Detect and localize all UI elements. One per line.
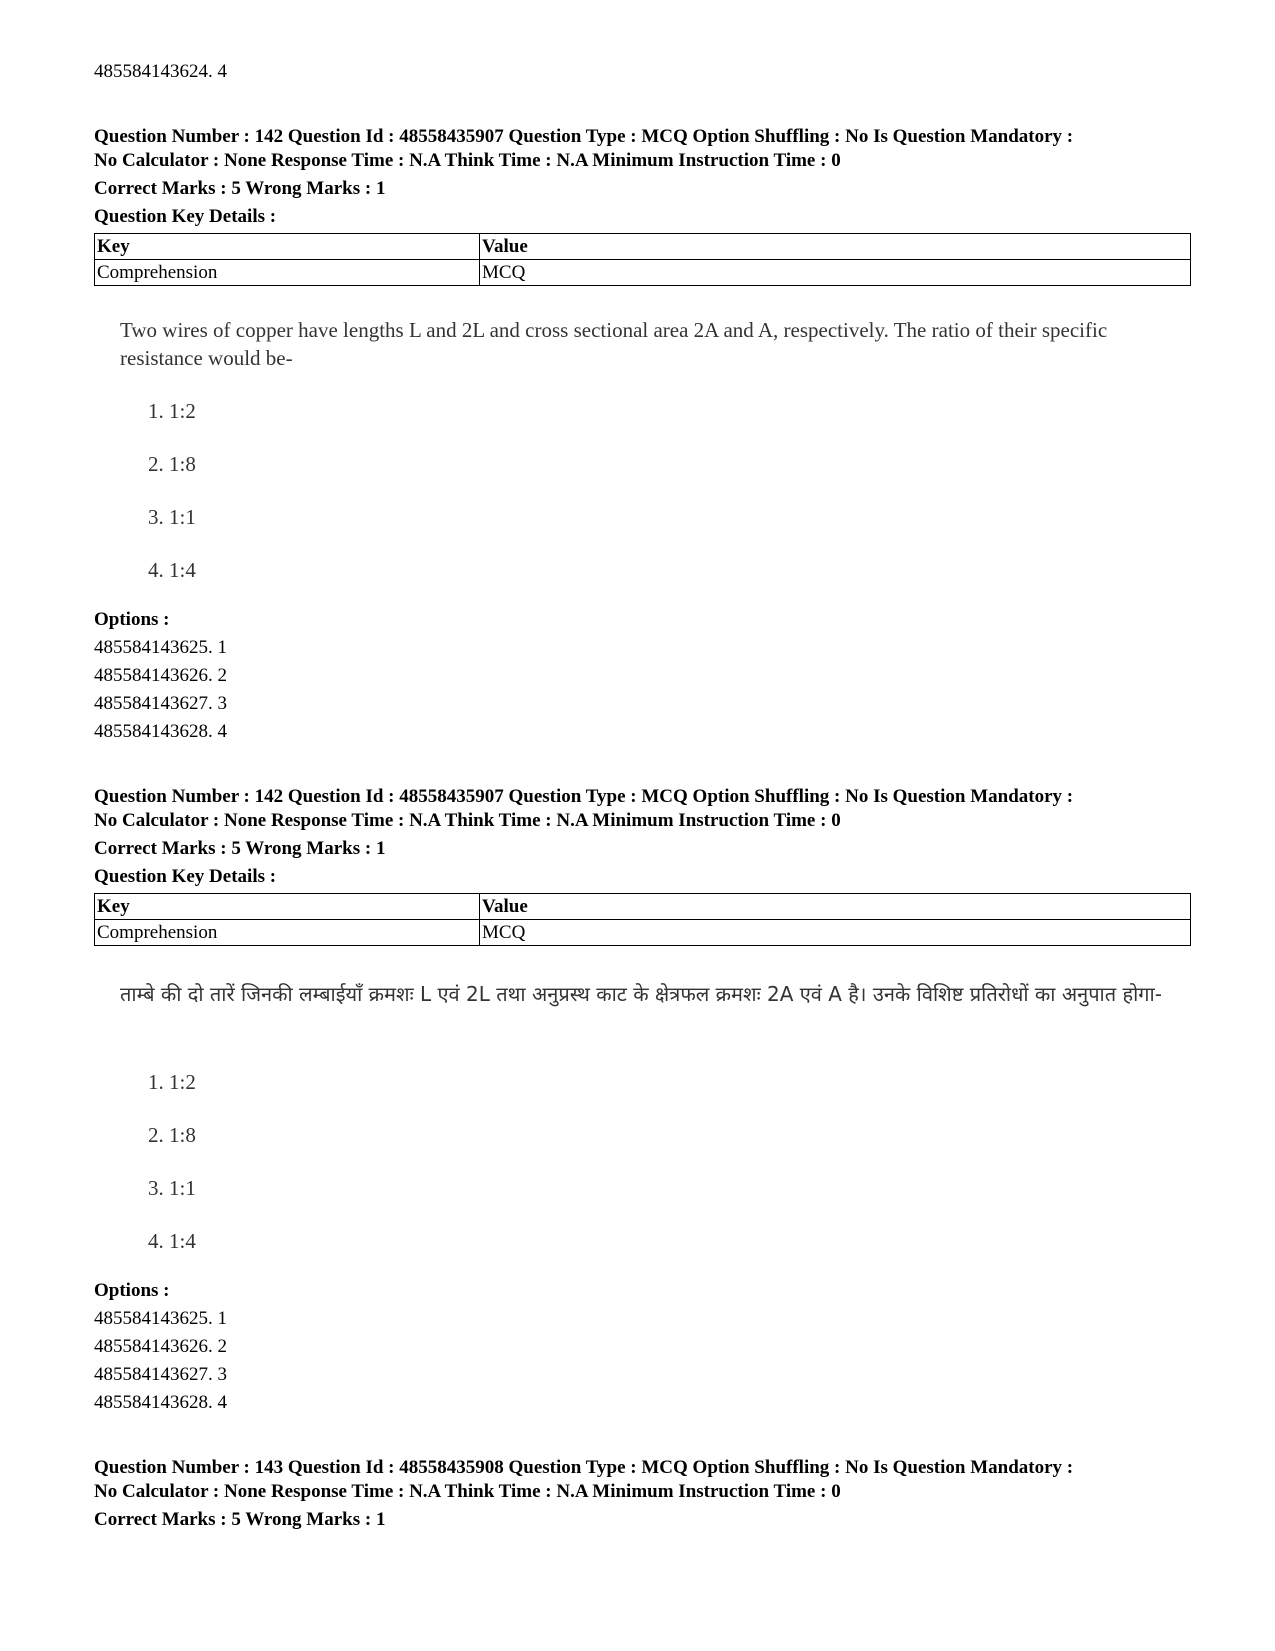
option-id-3: 485584143627. 3 [94,1364,227,1385]
table-head-value: Value [480,894,1191,920]
choice-2: 2. 1:8 [148,1123,196,1147]
choice-3: 3. 1:1 [148,1176,196,1200]
question-header-line-2: No Calculator : None Response Time : N.A Think Time : N.A Minimum Instruction Time : 0 [94,1481,841,1502]
marks-line: Correct Marks : 5 Wrong Marks : 1 [94,178,386,199]
choice-3: 3. 1:1 [148,505,196,529]
top-option-line: 485584143624. 4 [94,61,227,82]
option-id-2: 485584143626. 2 [94,665,227,686]
option-id-1: 485584143625. 1 [94,1308,227,1329]
choice-1: 1. 1:2 [148,399,196,423]
option-id-2: 485584143626. 2 [94,1336,227,1357]
option-id-4: 485584143628. 4 [94,1392,227,1413]
marks-line: Correct Marks : 5 Wrong Marks : 1 [94,1509,386,1530]
table-row [95,260,1191,286]
question-text-hindi: ताम्बे की दो तारें जिनकी लम्बाईयाँ क्रमशः L एवं 2L तथा अनुप्रस्थ काट के क्षेत्रफल क्रमशः 2A एवं A है। उनके विशिष्ट प्रतिरोधों का अनुपात होगा- [120,982,1162,1006]
table-head-value: Value [480,234,1191,260]
table-cell-value: MCQ [480,260,1191,286]
option-id-4: 485584143628. 4 [94,721,227,742]
key-details-table [94,233,1191,286]
table-cell-key: Comprehension [95,260,480,286]
choice-1: 1. 1:2 [148,1070,196,1094]
table-head-key: Key [95,234,480,260]
options-label: Options : [94,1280,170,1301]
question-header-line-2: No Calculator : None Response Time : N.A Think Time : N.A Minimum Instruction Time : 0 [94,150,841,171]
question-text: Two wires of copper have lengths L and 2L and cross sectional area 2A and A, respectively. The ratio of their specific resistance would be- [120,318,1108,370]
options-label: Options : [94,609,170,630]
choice-4: 4. 1:4 [148,558,196,582]
table-header-row [95,894,1191,920]
table-row [95,920,1191,946]
question-header-line-1: Question Number : 143 Question Id : 48558435908 Question Type : MCQ Option Shuffling : No Is Question Mandatory : [94,1457,1074,1478]
choice-4: 4. 1:4 [148,1229,196,1253]
table-cell-value: MCQ [480,920,1191,946]
option-id-3: 485584143627. 3 [94,693,227,714]
option-id-1: 485584143625. 1 [94,637,227,658]
table-cell-key: Comprehension [95,920,480,946]
key-details-label: Question Key Details : [94,206,277,227]
table-header-row [95,234,1191,260]
table-head-key: Key [95,894,480,920]
marks-line: Correct Marks : 5 Wrong Marks : 1 [94,838,386,859]
key-details-table [94,893,1191,946]
question-header-line-2: No Calculator : None Response Time : N.A Think Time : N.A Minimum Instruction Time : 0 [94,810,841,831]
question-header-line-1: Question Number : 142 Question Id : 48558435907 Question Type : MCQ Option Shuffling : No Is Question Mandatory : [94,786,1074,807]
key-details-label: Question Key Details : [94,866,277,887]
choice-2: 2. 1:8 [148,452,196,476]
question-header-line-1: Question Number : 142 Question Id : 48558435907 Question Type : MCQ Option Shuffling : No Is Question Mandatory : [94,126,1074,147]
